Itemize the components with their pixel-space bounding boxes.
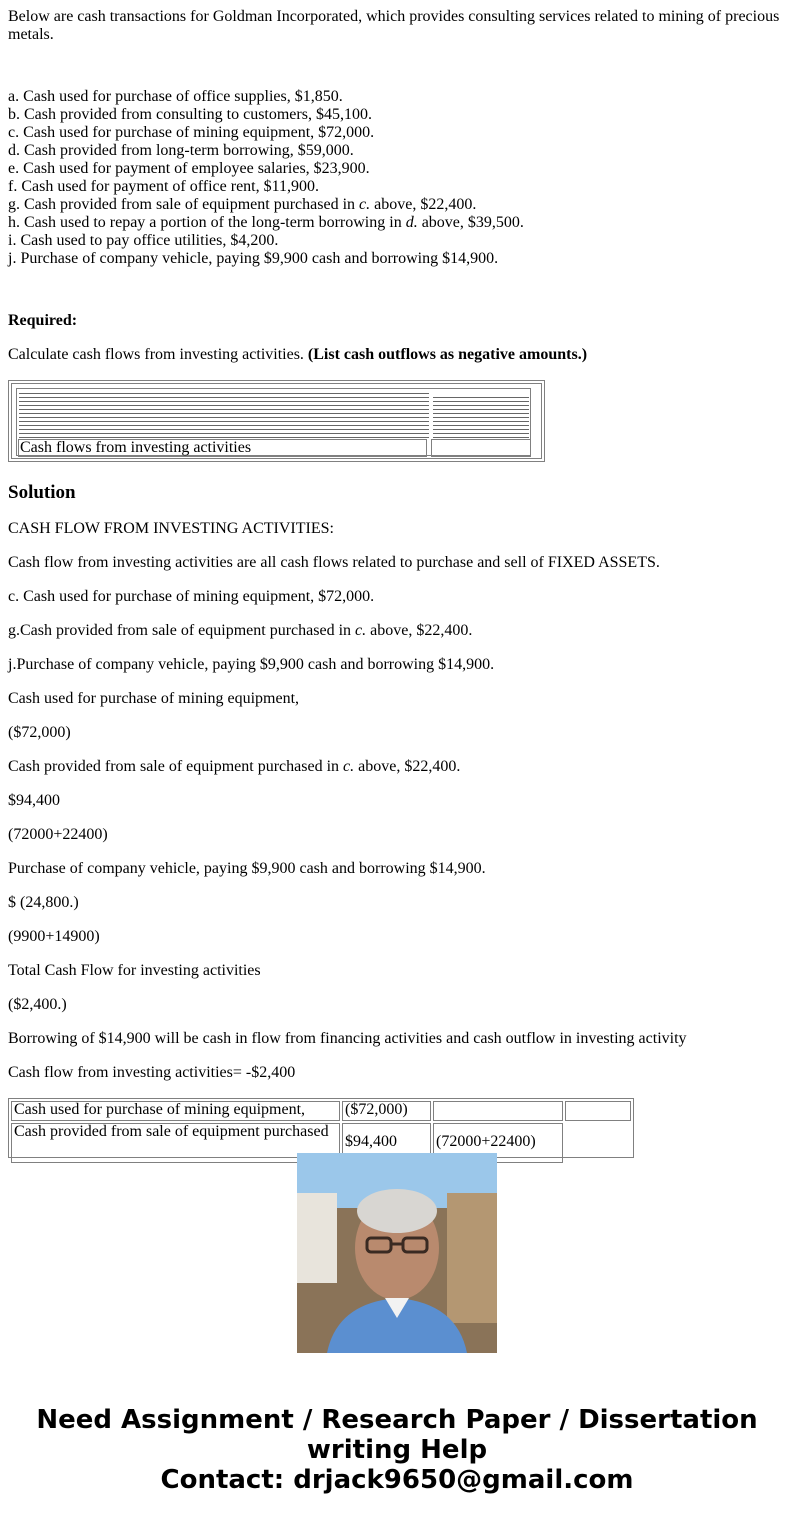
transaction-item <box>8 142 784 160</box>
table-cell <box>565 1101 631 1121</box>
transaction-item <box>8 214 784 232</box>
solution-line-text: (9900+14900) <box>8 928 100 945</box>
solution-line <box>8 588 784 606</box>
transaction-item <box>8 178 784 196</box>
transaction-item-text: b. Cash provided from consulting to customers, $45,100. <box>8 106 372 123</box>
hidden-rows-right <box>433 397 529 439</box>
table-cell: ($72,000) <box>342 1101 431 1121</box>
solution-line-text: ($2,400.) <box>8 996 67 1013</box>
solution-line-text: (72000+22400) <box>8 826 108 843</box>
footer-line-2: writing Help <box>306 1435 488 1465</box>
transaction-item-text: above, $22,400. <box>370 196 477 213</box>
solution-body <box>8 520 784 1082</box>
question-intro: Below are cash transactions for Goldman Incorporated, which provides consulting services related to mining of precious metals. <box>8 8 780 43</box>
transaction-item-text: above, $39,500. <box>417 214 524 231</box>
solution-line <box>8 860 784 878</box>
question-table-inner <box>16 388 531 456</box>
solution-line-text: CASH FLOW FROM INVESTING ACTIVITIES: <box>8 520 334 537</box>
solution-line-text: Cash flow from investing activities are all cash flows related to purchase and sell of FIXED ASSETS. <box>8 554 660 571</box>
solution-line-text: above, $22,400. <box>366 622 473 639</box>
solution-line <box>8 1030 784 1048</box>
solution-line-text: g.Cash provided from sale of equipment purchased in <box>8 622 356 639</box>
promo-footer <box>0 1405 794 1495</box>
transaction-item <box>8 124 784 142</box>
solution-table <box>8 1098 634 1158</box>
transaction-list <box>8 88 784 268</box>
solution-line-text: Purchase of company vehicle, paying $9,900 cash and borrowing $14,900. <box>8 860 486 877</box>
solution-line-text: Cash provided from sale of equipment purchased in <box>8 758 344 775</box>
calc-text: Calculate cash flows from investing activities. <box>8 346 308 363</box>
transaction-item <box>8 232 784 250</box>
transaction-item-text: h. Cash used to repay a portion of the long-term borrowing in <box>8 214 406 231</box>
transaction-item-text: c. Cash used for purchase of mining equipment, $72,000. <box>8 124 375 141</box>
solution-line <box>8 1064 784 1082</box>
table-cell: $94,400 <box>342 1123 431 1163</box>
transaction-item <box>8 160 784 178</box>
table-cell <box>433 1101 563 1121</box>
solution-line <box>8 792 784 810</box>
transaction-item-text: i. Cash used to pay office utilities, $4,200. <box>8 232 279 249</box>
solution-line <box>8 690 784 708</box>
solution-line <box>8 826 784 844</box>
solution-line <box>8 894 784 912</box>
solution-line <box>8 520 784 538</box>
transaction-item-text: j. Purchase of company vehicle, paying $9,900 cash and borrowing $14,900. <box>8 250 499 267</box>
solution-line <box>8 656 784 674</box>
footer-line-1: Need Assignment / Research Paper / Dissertation <box>36 1405 758 1435</box>
avatar-portrait <box>297 1153 497 1353</box>
solution-line <box>8 928 784 946</box>
hidden-rows-left <box>19 393 429 439</box>
solution-line-text: above, $22,400. <box>354 758 461 775</box>
calc-bold-note: (List cash outflows as negative amounts.) <box>307 346 588 363</box>
transaction-item-ref: c. <box>359 196 371 213</box>
transaction-item-text: d. Cash provided from long-term borrowing, $59,000. <box>8 142 354 159</box>
table-cell: Cash provided from sale of equipment purchased <box>11 1123 340 1163</box>
solution-line-text: $94,400 <box>8 792 60 809</box>
solution-line-text: c. Cash used for purchase of mining equipment, $72,000. <box>8 588 375 605</box>
transaction-item-text: f. Cash used for payment of office rent, $11,900. <box>8 178 320 195</box>
transaction-item <box>8 196 784 214</box>
document-content <box>8 0 784 1150</box>
investing-total-input[interactable] <box>431 439 531 457</box>
transaction-item-text: g. Cash provided from sale of equipment purchased in <box>8 196 360 213</box>
calc-instruction <box>8 346 784 364</box>
solution-line-ref: c. <box>355 622 367 639</box>
author-avatar <box>297 1153 497 1353</box>
required-heading: Required: <box>8 312 78 329</box>
solution-line-text: ($72,000) <box>8 724 71 741</box>
solution-line-text: $ (24,800.) <box>8 894 79 911</box>
solution-line-text: j.Purchase of company vehicle, paying $9,900 cash and borrowing $14,900. <box>8 656 495 673</box>
investing-total-label: Cash flows from investing activities <box>18 439 427 457</box>
transaction-item-text: e. Cash used for payment of employee salaries, $23,900. <box>8 160 370 177</box>
question-table-frame <box>11 383 542 459</box>
question-answer-table <box>8 380 545 462</box>
solution-line <box>8 554 784 572</box>
transaction-item <box>8 250 784 268</box>
transaction-item-text: a. Cash used for purchase of office supplies, $1,850. <box>8 88 343 105</box>
solution-line-text: Total Cash Flow for investing activities <box>8 962 261 979</box>
solution-line-ref: c. <box>343 758 355 775</box>
solution-line-text: Cash used for purchase of mining equipment, <box>8 690 300 707</box>
solution-heading: Solution <box>8 482 76 503</box>
table-cell: (72000+22400) <box>433 1123 563 1163</box>
transaction-item <box>8 106 784 124</box>
solution-line <box>8 996 784 1014</box>
table-cell: Cash used for purchase of mining equipment, <box>11 1101 340 1121</box>
footer-contact[interactable]: Contact: drjack9650@gmail.com <box>160 1465 634 1495</box>
solution-line <box>8 962 784 980</box>
transaction-item <box>8 88 784 106</box>
solution-line-text: Cash flow from investing activities= -$2,400 <box>8 1064 296 1081</box>
transaction-item-ref: d. <box>405 214 418 231</box>
solution-line <box>8 622 784 640</box>
solution-line <box>8 724 784 742</box>
solution-line <box>8 758 784 776</box>
solution-line-text: Borrowing of $14,900 will be cash in flow from financing activities and cash outflow in investing activity <box>8 1030 687 1047</box>
